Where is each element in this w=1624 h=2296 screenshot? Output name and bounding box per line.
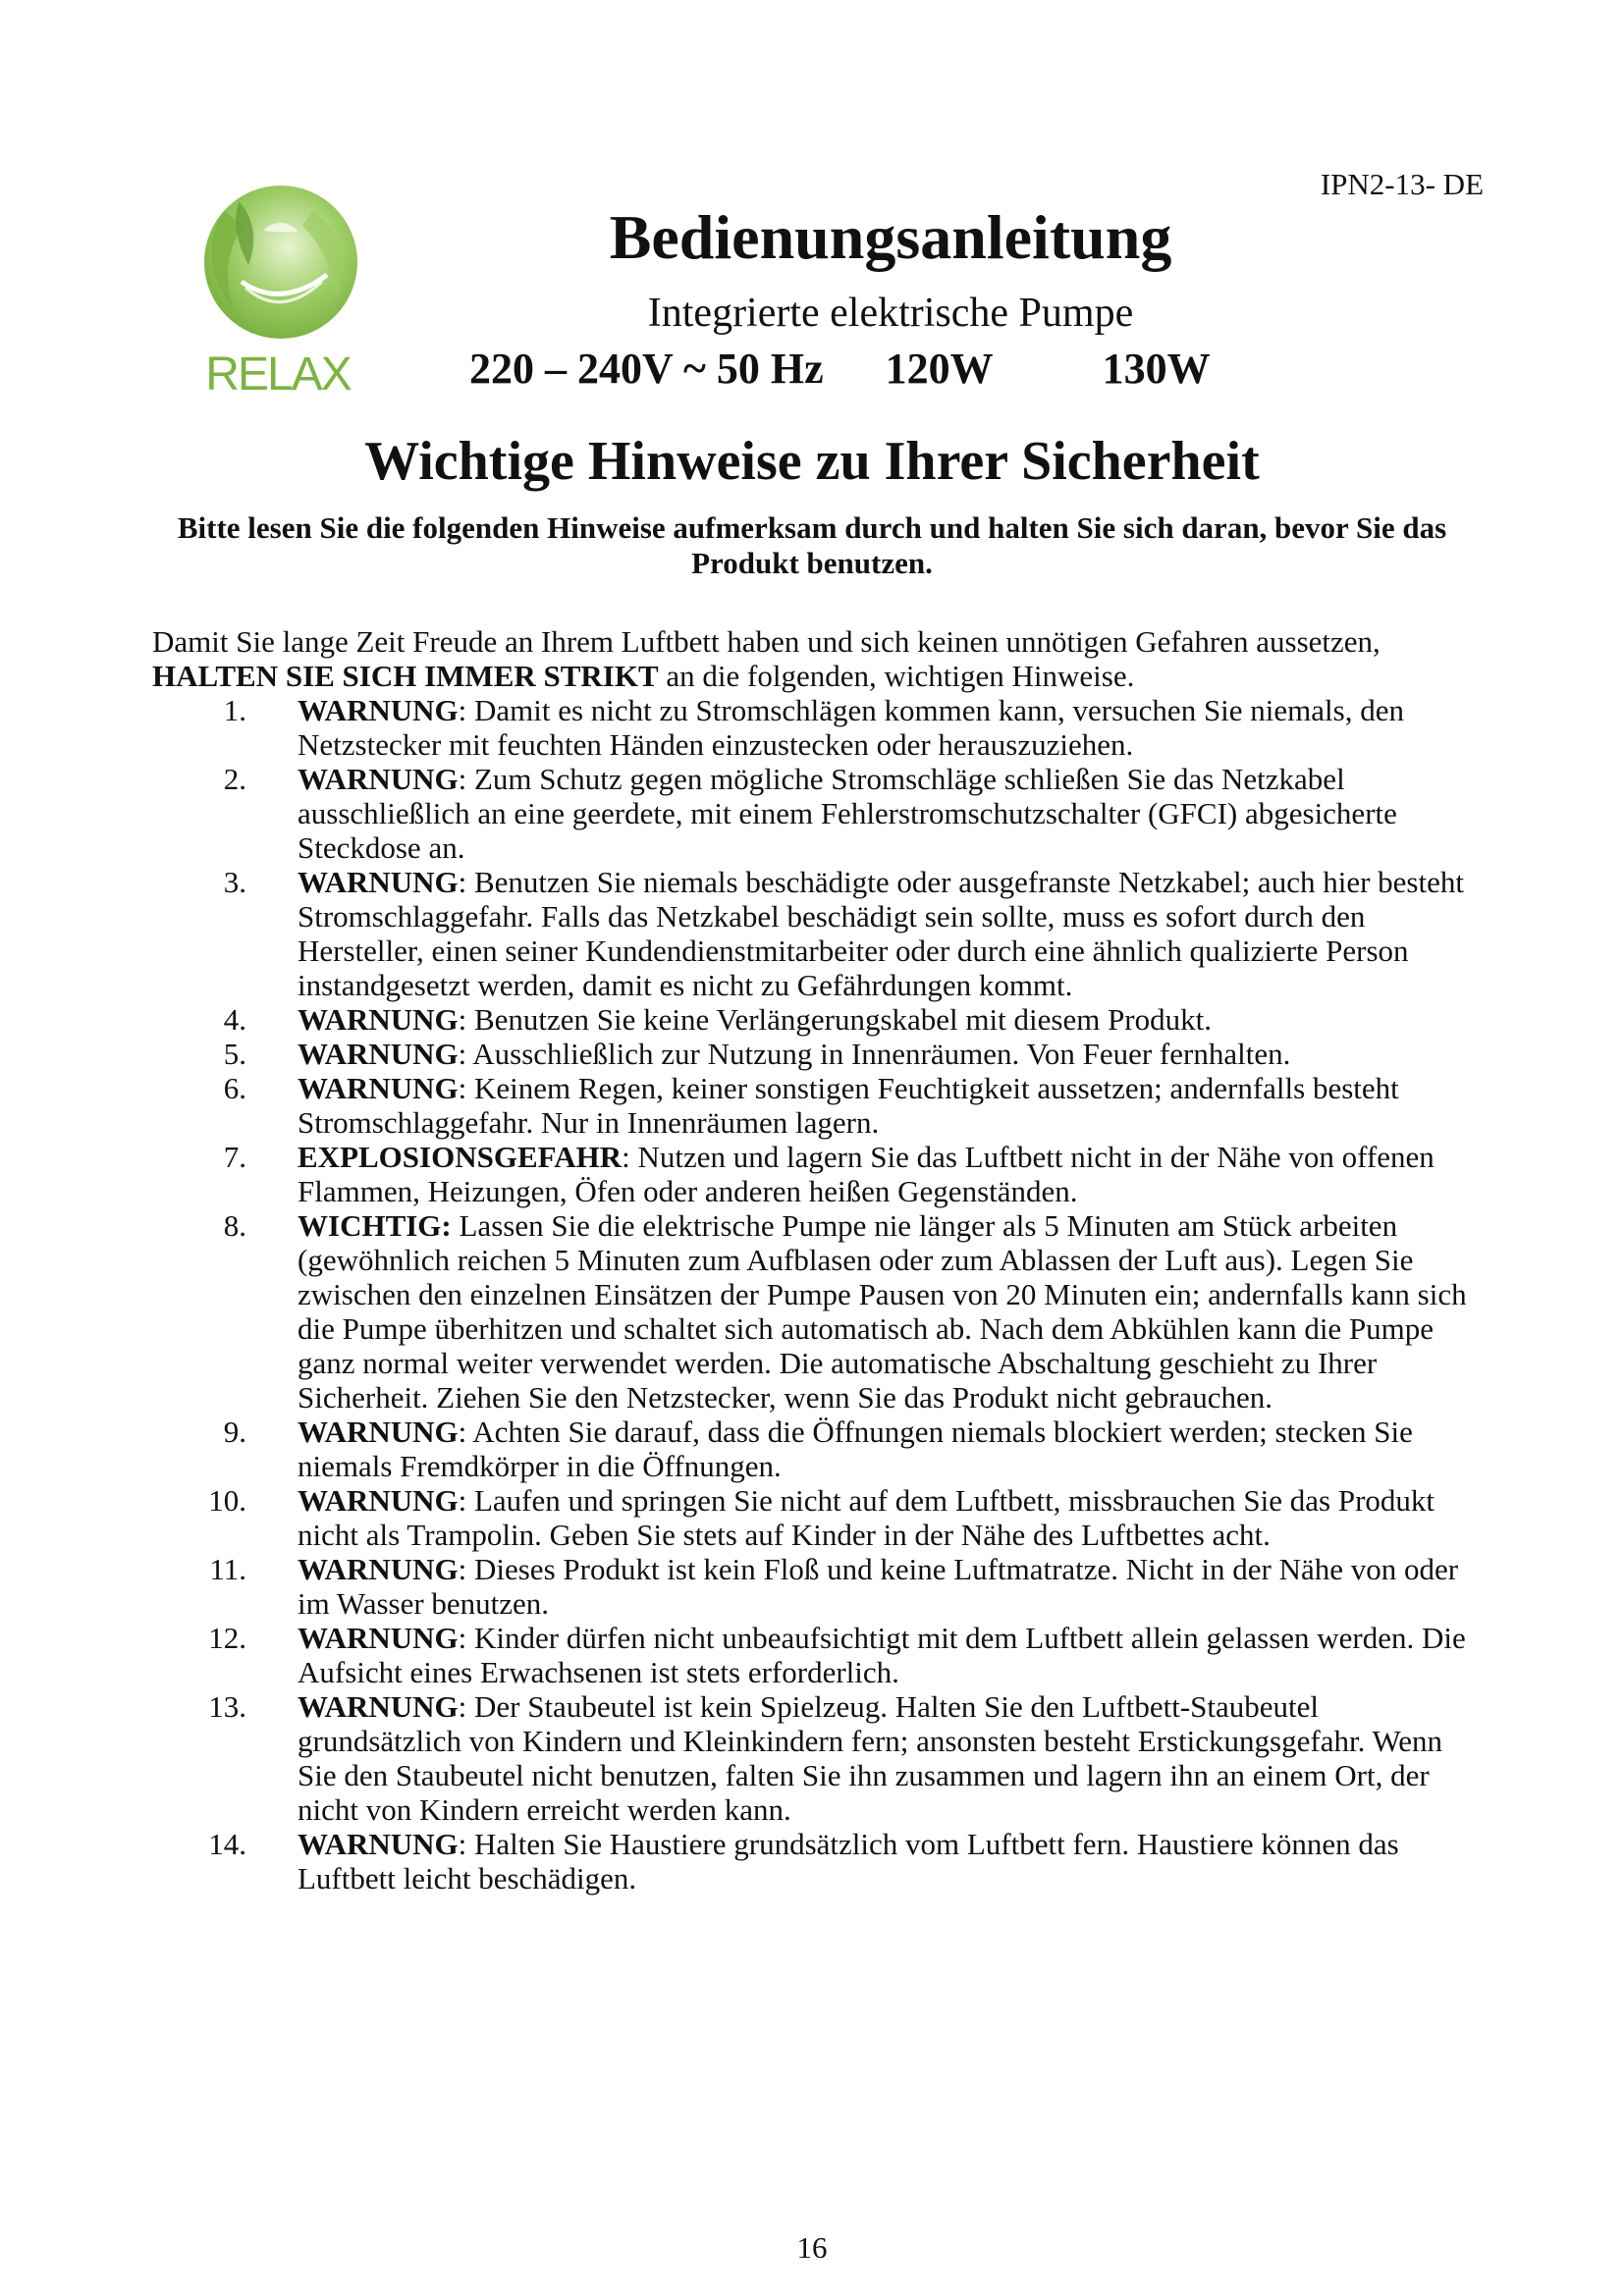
power-spec-2: 130W [1102, 345, 1211, 393]
manual-title: Bedienungsanleitung [609, 202, 1172, 272]
warning-item [152, 1621, 1488, 1689]
warning-item [152, 1002, 1488, 1037]
warning-item [152, 1071, 1488, 1140]
warning-keyword: WARNUNG [298, 865, 459, 899]
warning-number: 2. [223, 762, 246, 796]
warning-number: 1. [223, 693, 246, 727]
warning-keyword: WARNUNG [298, 1552, 459, 1586]
warning-item [152, 1483, 1488, 1552]
warning-keyword: WARNUNG [298, 1483, 459, 1518]
warning-number: 3. [223, 865, 246, 899]
warning-keyword: WARNUNG [298, 1002, 459, 1037]
warning-text: Lassen Sie die elektrische Pumpe nie länger als 5 Minuten am Stück arbeiten (gewöhnlich reichen 5 Minuten zum Aufblasen oder zum Ablassen der Luft aus). Legen Sie zwischen den einzelnen Einsätzen der Pumpe Pausen von 20 Minuten ein; andernfalls kann sich die Pumpe überhitzen und schaltet sich automatisch ab. Nach dem Abkühlen kann die Pumpe ganz normal weiter verwendet werden. Die automatische Abschaltung geschieht zu Ihrer Sicherheit. Ziehen Sie den Netzstecker, wenn Sie das Produkt nicht gebrauchen. [298, 1208, 1467, 1415]
intro-text-strong: HALTEN SIE SICH IMMER STRIKT [152, 659, 659, 693]
power-spec-1: 120W [885, 345, 994, 393]
warning-text: : Benutzen Sie niemals beschädigte oder ausgefranste Netzkabel; auch hier besteht Stromschlaggefahr. Falls das Netzkabel beschädigt sein sollte, muss es sofort durch den Hersteller, einen seiner Kundendienstmitarbeiter oder durch eine ähnlich qualizierte Person instandgesetzt werden, damit es nicht zu Gefährdungen kommt. [298, 865, 1464, 1002]
warning-number: 13. [208, 1689, 246, 1724]
warning-content [298, 1002, 1488, 1037]
warning-number: 7. [223, 1140, 246, 1174]
warning-content [298, 762, 1488, 865]
warning-keyword: WARNUNG [298, 1621, 459, 1655]
warning-number: 9. [223, 1415, 246, 1449]
warning-content [298, 1208, 1488, 1415]
warning-content [298, 1037, 1488, 1071]
warning-content [298, 1621, 1488, 1689]
warning-text: : Kinder dürfen nicht unbeaufsichtigt mit dem Luftbett allein gelassen werden. Die Aufsicht eines Erwachsenen ist stets erforderlich. [298, 1621, 1466, 1689]
intro-text-before: Damit Sie lange Zeit Freude an Ihrem Luftbett haben und sich keinen unnötigen Gefahren aussetzen, [152, 624, 1380, 659]
warning-keyword: WARNUNG [298, 1689, 459, 1724]
electrical-specs [469, 344, 1211, 394]
warning-number: 6. [223, 1071, 246, 1105]
manual-subtitle: Integrierte elektrische Pumpe [647, 291, 1134, 336]
warning-number: 11. [209, 1552, 246, 1586]
warning-content [298, 693, 1488, 762]
warning-item [152, 1208, 1488, 1415]
warning-content [298, 1415, 1488, 1483]
warning-number: 12. [208, 1621, 246, 1655]
warning-number: 14. [208, 1827, 246, 1861]
warning-keyword: WARNUNG [298, 1415, 459, 1449]
warning-number: 10. [208, 1483, 246, 1518]
warning-text: : Dieses Produkt ist kein Floß und keine Luftmatratze. Nicht in der Nähe von oder im Wasser benutzen. [298, 1552, 1459, 1621]
warning-item [152, 1689, 1488, 1827]
warning-item [152, 1552, 1488, 1621]
warning-number: 8. [223, 1208, 246, 1243]
warning-content [298, 1689, 1488, 1827]
warning-content [298, 1827, 1488, 1896]
warning-keyword: WICHTIG: [298, 1208, 452, 1243]
page-number: 16 [796, 2230, 828, 2265]
warning-item [152, 1140, 1488, 1208]
warning-text: : Nutzen und lagern Sie das Luftbett nicht in der Nähe von offenen Flammen, Heizungen, Öfen oder anderen heißen Gegenständen. [298, 1140, 1435, 1208]
warning-text: : Damit es nicht zu Stromschlägen kommen kann, versuchen Sie niemals, den Netzstecker mit feuchten Händen einzustecken oder herauszuziehen. [298, 693, 1404, 762]
warning-keyword: WARNUNG [298, 1071, 459, 1105]
safety-heading: Wichtige Hinweise zu Ihrer Sicherheit [364, 431, 1260, 492]
warning-number: 4. [223, 1002, 246, 1037]
warning-text: : Keinem Regen, keiner sonstigen Feuchtigkeit aussetzen; andernfalls besteht Stromschlaggefahr. Nur in Innenräumen lagern. [298, 1071, 1399, 1140]
warning-item [152, 1827, 1488, 1896]
warning-number: 5. [223, 1037, 246, 1071]
safety-body [152, 624, 1488, 1896]
warning-text: : Achten Sie darauf, dass die Öffnungen niemals blockiert werden; stecken Sie niemals Fremdkörper in die Öffnungen. [298, 1415, 1413, 1483]
warning-content [298, 1140, 1488, 1208]
warning-content [298, 865, 1488, 1002]
document-id: IPN2-13- DE [1320, 167, 1484, 201]
warning-text: : Zum Schutz gegen mögliche Stromschläge schließen Sie das Netzkabel ausschließlich an eine geerdete, mit einem Fehlerstromschutzschalter (GFCI) abgesicherte Steckdose an. [298, 762, 1397, 865]
warning-item [152, 762, 1488, 865]
warning-text: : Benutzen Sie keine Verlängerungskabel mit diesem Produkt. [458, 1002, 1212, 1037]
warning-content [298, 1552, 1488, 1621]
warnings-list [152, 693, 1488, 1896]
warning-keyword: WARNUNG [298, 1037, 459, 1071]
warning-item [152, 1037, 1488, 1071]
warning-text: : Ausschließlich zur Nutzung in Innenräumen. Von Feuer fernhalten. [458, 1037, 1291, 1071]
safety-intro-bold: Bitte lesen Sie die folgenden Hinweise aufmerksam durch und halten Sie sich daran, bevor Sie das Produkt benutzen. [177, 510, 1447, 580]
intro-text-after: an die folgenden, wichtigen Hinweise. [658, 659, 1135, 693]
warning-content [298, 1071, 1488, 1140]
warning-keyword: WARNUNG [298, 693, 459, 727]
voltage-spec: 220 – 240V ~ 50 Hz [469, 345, 824, 393]
safety-intro-paragraph [152, 624, 1488, 693]
warning-item [152, 1415, 1488, 1483]
warning-text: : Halten Sie Haustiere grundsätzlich vom Luftbett fern. Haustiere können das Luftbett leicht beschädigen. [298, 1827, 1399, 1896]
warning-item [152, 865, 1488, 1002]
warning-text: : Der Staubeutel ist kein Spielzeug. Halten Sie den Luftbett-Staubeutel grundsätzlich von Kindern und Kleinkindern fern; ansonsten besteht Erstickungsgefahr. Wenn Sie den Staubeutel nicht benutzen, falten Sie ihn zusammen und lagern ihn an einem Ort, der nicht von Kindern erreicht werden kann. [298, 1689, 1443, 1827]
warning-content [298, 1483, 1488, 1552]
warning-item [152, 693, 1488, 762]
warning-keyword: WARNUNG [298, 762, 459, 796]
warning-keyword: WARNUNG [298, 1827, 459, 1861]
warning-keyword: EXPLOSIONSGEFAHR [298, 1140, 623, 1174]
svg-text:RELAX: RELAX [205, 348, 351, 398]
warning-text: : Laufen und springen Sie nicht auf dem Luftbett, missbrauchen Sie das Produkt nicht als Trampolin. Geben Sie stets auf Kinder in der Nähe des Luftbettes acht. [298, 1483, 1435, 1552]
